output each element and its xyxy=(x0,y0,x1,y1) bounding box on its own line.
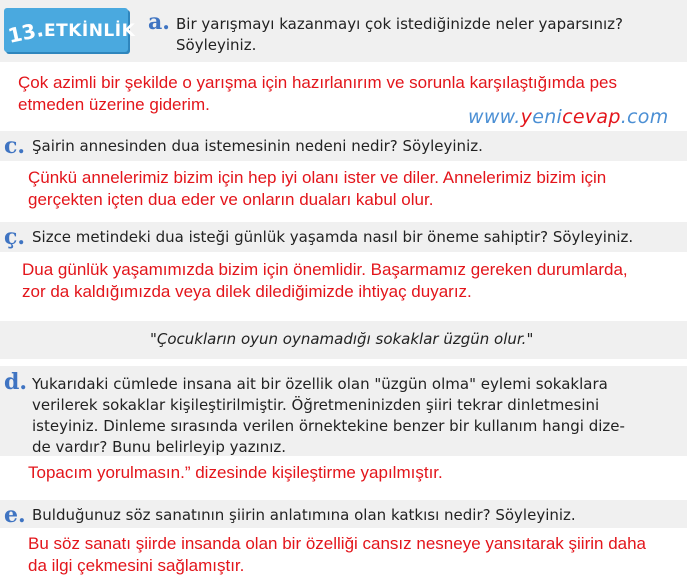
watermark-suffix: .com xyxy=(620,106,669,128)
question-d-line-3: isteyiniz. Dinleme sırasında verilen örnektekine benzer bir kullanım hangi dize- xyxy=(32,417,625,435)
activity-badge xyxy=(0,0,136,62)
watermark-y: y xyxy=(520,106,533,128)
activity-label: ETKİNLİK xyxy=(44,21,136,41)
question-c-line-1: Şairin annesinden dua istemesinin nedeni nedir? Söyleyiniz. xyxy=(32,137,483,155)
answer-a-line-1: Çok azimli bir şekilde o yarışma için hazırlanırım ve sorunla karşılaştığımda pes xyxy=(18,73,617,92)
watermark-prefix: www. xyxy=(468,106,521,128)
watermark xyxy=(468,106,669,128)
answer-a-line-2: etmeden üzerine giderim. xyxy=(18,95,210,114)
answer-c-line-1: Çünkü annelerimiz bizim için hep iyi olanı ister ve diler. Annelerimiz bizim için xyxy=(28,168,607,187)
question-d-line-4: de vardır? Bunu belirleyip yazınız. xyxy=(32,438,287,456)
answer-e-line-2: da ilgi çekmesini sağlamıştır. xyxy=(28,556,245,575)
watermark-cevap: cevap xyxy=(562,106,621,128)
question-e-line-1: Bulduğunuz söz sanatının şiirin anlatımına olan katkısı nedir? Söyleyiniz. xyxy=(32,506,576,524)
answer-cc-line-1: Dua günlük yaşamımızda bizim için önemlidir. Başarmamız gereken durumlarda, xyxy=(22,260,628,279)
activity-number: 13. xyxy=(5,17,46,48)
question-a-line-2: Söyleyiniz. xyxy=(176,36,257,54)
answer-cc-line-2: zor da kaldığımızda veya dilek dilediğimizde ihtiyaç duyarız. xyxy=(22,282,472,301)
answer-c-line-2: gerçekten içten dua eder ve onların duaları kabul olur. xyxy=(28,190,434,209)
watermark-eni: eni xyxy=(532,106,563,128)
question-letter-e: e. xyxy=(4,502,26,528)
answer-d-line-1: Topacım yorulmasın.” dizesinde kişileştirme yapılmıştır. xyxy=(28,463,443,482)
answer-e-line-1: Bu söz sanatı şiirde insanda olan bir özelliği cansız nesneye yansıtarak şiirin daha xyxy=(28,534,647,553)
question-letter-c: c. xyxy=(4,133,26,159)
question-a-line-1: Bir yarışmayı kazanmayı çok istediğinizde neler yaparsınız? xyxy=(176,15,623,33)
question-letter-a: a. xyxy=(148,9,170,35)
question-cc-line-1: Sizce metindeki dua isteği günlük yaşamda nasıl bir öneme sahiptir? Söyleyiniz. xyxy=(32,228,634,246)
poem-quote: "Çocukların oyun oynamadığı sokaklar üzgün olur." xyxy=(150,330,534,348)
question-letter-d: d. xyxy=(4,369,28,395)
question-d-line-1: Yukarıdaki cümlede insana ait bir özellik olan "üzgün olma" eylemi sokaklara xyxy=(32,375,608,393)
question-letter-cc: ç. xyxy=(4,224,26,250)
question-d-line-2: verilerek sokaklar kişileştirilmiştir. Öğretmeninizden şiiri tekrar dinletmesini xyxy=(32,396,600,414)
